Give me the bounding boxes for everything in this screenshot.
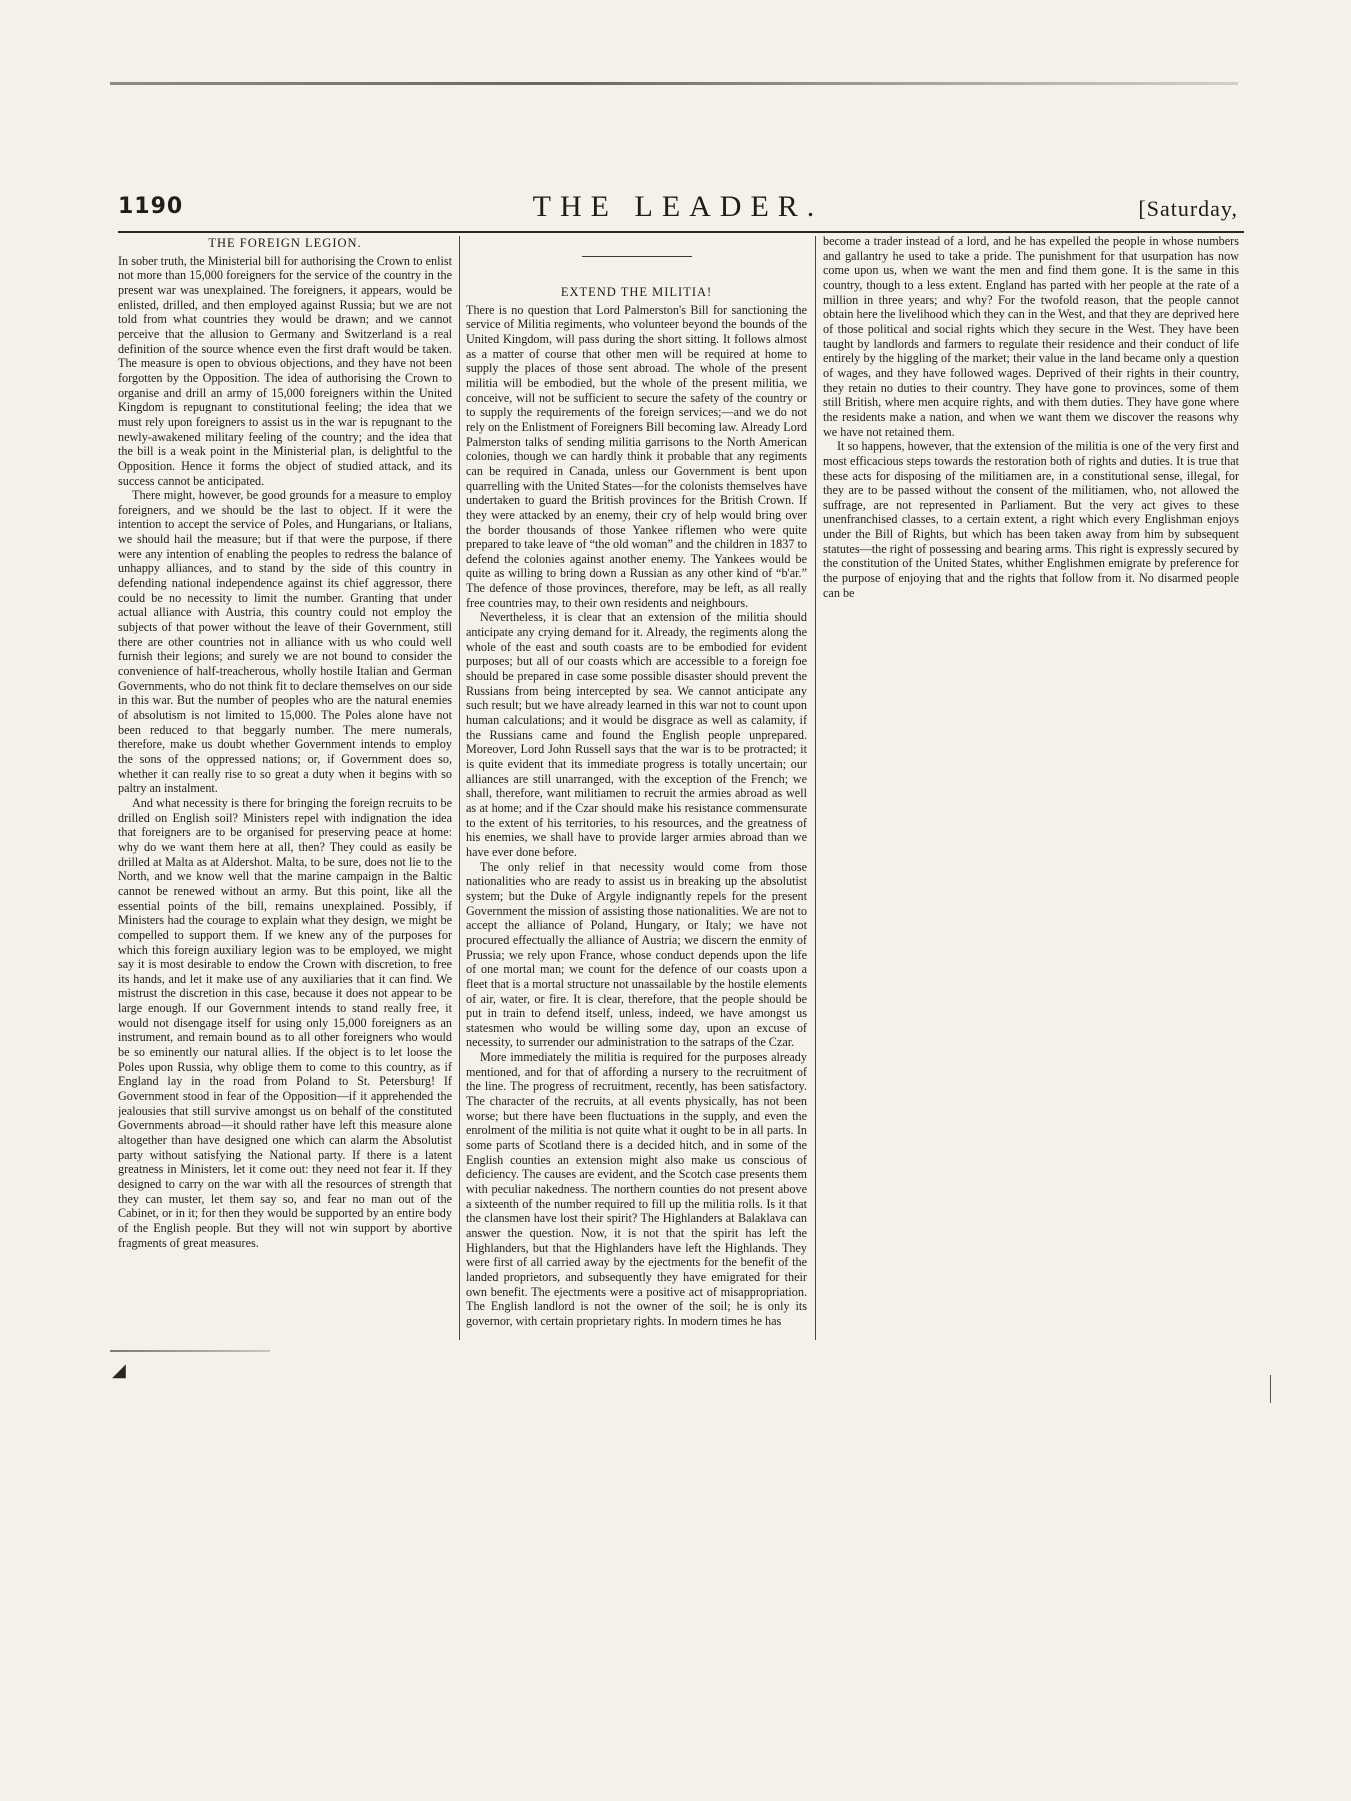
corner-mark: ◢ [112, 1360, 126, 1381]
column-3 [823, 234, 1239, 1340]
page-number: 1190 [118, 194, 184, 219]
masthead-title: THE LEADER. [532, 190, 824, 223]
paragraph: The only relief in that necessity would come from those nationalities who are ready to assist us in breaking up the absolutist system; but the Duke of Argyle indignantly repels for the present Government the mission of assisting those nationalities. We are not to accept the alliance of Poland, Hungary, or Italy; we have not procured effectually the alliance of Austria; we discern the enmity of Prussia; we rely upon France, whose conduct depends upon the life of one mortal man; we count for the defence of our coasts upon a fleet that is a mortal structure not unassailable by the hostile elements of air, water, or fire. It is clear, therefore, that the people should be put in train to defend itself, unless, indeed, we have amongst us statesmen who would be willing some day, upon an excuse of necessity, to surrender our administration to the satraps of the Czar. [466, 859, 807, 1050]
edge-mark [1270, 1375, 1271, 1403]
paragraph: There might, however, be good grounds for a measure to employ foreigners, and we should be the last to object. If it were the intention to accept the service of Poles, and Hungarians, or Italians, we should hail the measure; but if that were the purpose, if there were any intention of enabling the peoples to redress the balance of unhappy alliances, and to stand by the side of this country in defending national independence against its chief aggressor, there could be no necessity to limit the number. Granting that under actual alliance with Austria, this country could not employ the subjects of that power without the leave of their Government, still there are other countries not in alliance with us who could well furnish their legions; and surely we are not bound to consider the convenience of half-treacherous, wholly hostile Italian and German Governments, who do not think fit to declare themselves on our side in this war. But the number of peoples who are the natural enemies of absolutism is not limited to 15,000. The Poles alone have not been reduced to that beggarly number. The mere numerals, therefore, make us doubt whether Government intends to employ the sons of the oppressed nations; or, if Government does so, whether it can really rise to so great a duty when it begins with so paltry an instalment. [118, 488, 452, 796]
paragraph: Nevertheless, it is clear that an extension of the militia should anticipate any crying demand for it. Already, the regiments along the whole of the east and south coasts are to be embodied for evident purposes; but all of our coasts which are accessible to a foreign foe should be prepared in case some possible disaster should prevent the Russians from being intercepted by sea. We cannot anticipate any such result; but we have already learned in this war not to count upon human calculations; and it would be disgrace as well as calamity, if the Russians came and found the English people unprepared. Moreover, Lord John Russell says that the war is to be protracted; it is quite evident that its immediate progress is totally uncertain; our alliances are still unarranged, with the exception of the French; we shall, therefore, want militiamen to recruit the armies abroad as well as at home; and if the Czar should make his resistance commensurate to the extent of his territories, to his resources, and the greatness of his enemies, we shall have to provide larger armies abroad than we have ever done before. [466, 610, 807, 859]
header-rule [118, 231, 1244, 233]
day-label: [Saturday, [1138, 196, 1238, 221]
article-separator [582, 256, 692, 257]
paragraph: In sober truth, the Ministerial bill for authorising the Crown to enlist not more than 15,000 foreigners for the service of the country in the present war was unexplained. The foreigners, it appears, would be enlisted, drilled, and then employed against Russia; but we are not told from what countries they would be drawn; and we cannot perceive that the allusion to Germany and Switzerland is a real definition of the source whence even the first draft would be taken. The measure is open to obvious objections, and they have not been forgotten by the Opposition. The idea of authorising the Crown to organise and drill an army of 15,000 foreigners within the United Kingdom is repugnant to constitutional feeling; the idea that we must rely upon foreigners to assist us in the war is repugnant to the newly-awakened military feeling of the country; and the idea that the bill is a weak point in the Ministerial plan, is delightful to the Opposition. Hence it forms the object of studied attack, and its success cannot be anticipated. [118, 253, 452, 488]
paragraph: become a trader instead of a lord, and he has expelled the people in whose numbers and gallantry he used to take a pride. The punishment for that usurpation has now come upon us, when we want the men and find them gone. It is the same in this country, though to a less extent. England has parted with her people at the rate of a million in three years; and why? For the twofold reason, that the people cannot obtain here the livelihood which they can in the West, and that they are deprived here of those political and social rights which they secure in the West. They have been taught by landlords and farmers to regulate their residence and their conduct of life entirely by the higgling of the market; their value in the land became only a question of wages, and they have followed wages. Deprived of their rights in their country, they retain no duties to their country. They have gone to provinces, some of them still British, where men acquire rights, and with them duties. They have gone where the residents make a nation, and when we want them we discover the reasons why we have not retained them. [823, 234, 1239, 439]
paragraph: More immediately the militia is required for the purposes already mentioned, and for that of affording a nursery to the recruitment of the line. The progress of recruitment, recently, has been satisfactory. The character of the recruits, at all events physically, has not been worse; but there have been fluctuations in the supply, and even the enrolment of the militia is not quite what it ought to be in all parts. In some parts of Scotland there is a decided hitch, and in some of the English counties an extension might also make us conscious of deficiency. The causes are evident, and the Scotch case presents them with peculiar nakedness. The northern counties do not present above a sixteenth of the number required to fill up the militia rolls. Is it that the clansmen have lost their spirit? The Highlanders at Balaklava can answer the question. Now, it is not that the spirit has left the Highlanders, but that the Highlanders have left the Highlands. They were first of all carried away by the ejectments for the benefit of the landed proprietors, and subsequently they have emigrated for their own benefit. The ejectments were a positive act of misappropriation. The English landlord is not the owner of the soil; he is only its governor, with certain proprietary rights. In modern times he has [466, 1050, 807, 1328]
top-printed-rule [110, 82, 1238, 85]
column-2 [466, 234, 807, 1340]
bottom-printed-rule [110, 1350, 270, 1352]
column-1 [118, 234, 452, 1340]
article-title-foreign-legion: THE FOREIGN LEGION. [208, 236, 362, 250]
paragraph: There is no question that Lord Palmerston's Bill for sanctioning the service of Militia regiments, who volunteer beyond the bounds of the United Kingdom, will pass during the short sitting. It follows almost as a matter of course that other men will be required at home to supply the places of those sent abroad. The whole of the present militia will be embodied, but the whole of the present militia, we conceive, will not be sufficient to secure the safety of the country or to supply the requirements of the foreign services;—and we do not rely on the Enlistment of Foreigners Bill becoming law. Already Lord Palmerston talks of sending militia garrisons to the North American colonies, though we can hardly think it probable that any regiments can be required in Canada, unless our Government is bent upon quarrelling with the United States—for the colonists themselves have undertaken to guard the British provinces for the British Crown. If they were attacked by an enemy, their cry of help would bring over the border thousands of those Yankee riflemen who were quite prepared to take leave of “the old woman” and the children in 1837 to defend the colonies against another enemy. The Yankees would be quite as willing to bring down a Russian as any other kind of “b'ar.” The defence of those provinces, therefore, may be left, as all really free countries may, to their own residents and neighbours. [466, 302, 807, 610]
article-title-extend-militia: EXTEND THE MILITIA! [560, 285, 713, 299]
paragraph: And what necessity is there for bringing the foreign recruits to be drilled on English soil? Ministers repel with indignation the idea that foreigners are to be organised for preserving peace at home: why do we want them here at all, then? They could as easily be drilled at Malta as at Aldershot. Malta, to be sure, does not lie to the North, and we know well that the marine campaign in the Baltic cannot be renewed without an army. But this point, like all the essential points of the bill, remains unexplained. Possibly, if Ministers had the courage to explain what they design, we might be compelled to support them. If we knew any of the purposes for which this foreign auxiliary legion was to be employed, we might say it is most desirable to endow the Crown with discretion, to free its hands, and let it make use of any auxiliaries that it can find. We mistrust the discretion in this case, because it does not appear to be large enough. If our Government intends to stand really free, it would not disengage itself for using only 15,000 foreigners as an instrument, and remain bound as to all other foreigners who would be so eminently our natural allies. If the object is to let loose the Poles upon Russia, why oblige them to come to this country, as if England lay in the road from Poland to St. Petersburg! If Government stood in fear of the Opposition—if it apprehended the jealousies that still survive amongst us on behalf of the constituted Governments abroad—it should rather have left this measure alone altogether than have designed one which can alarm the Absolutist party without satisfying the National party. If there is a latent greatness in Ministers, let it come out: they need not fear it. If they designed to carry on the war with all the resources of strength that they can muster, let them say so, and fear no man out of the Cabinet, or in it; for then they would be supported by an entire body of the English people. But they will not win support by abortive fragments of great measures. [118, 795, 452, 1250]
page-header [118, 190, 1238, 228]
paragraph: It so happens, however, that the extension of the militia is one of the very first and most efficacious steps towards the restoration both of rights and duties. It is true that these acts for disposing of the militiamen are, in a constitutional sense, illegal, for they are to be passed without the consent of the militiamen, who, not allowed the suffrage, are not represented in Parliament. But the very act gives to these unenfranchised classes, to a certain extent, a right which every Englishman enjoys under the Bill of Rights, but which has been taken away from him by subsequent statutes—the right of possessing and bearing arms. This right is expressly secured by the constitution of the United States, whither Englishmen emigrate by preference for the purpose of enjoying that and the rights that follow from it. No disarmed people can be [823, 439, 1239, 600]
column-divider [459, 236, 460, 1340]
column-divider [815, 236, 816, 1340]
